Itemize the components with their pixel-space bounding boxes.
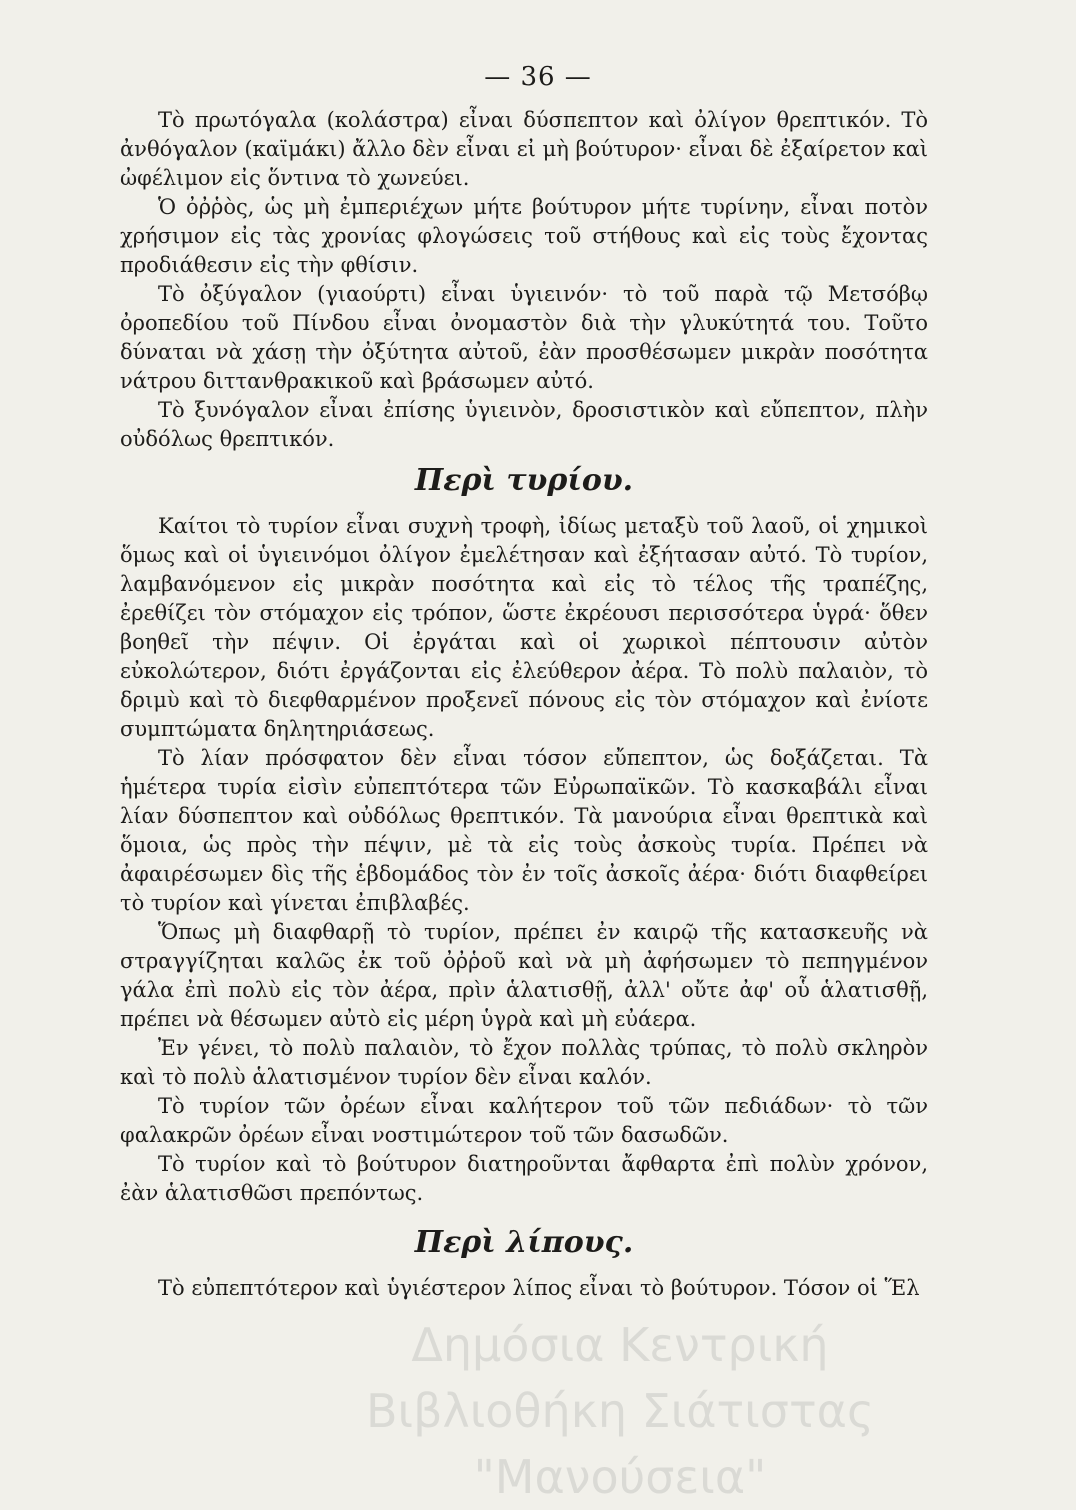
paragraph: Ὁ ὀῤῥὸς, ὡς μὴ ἐμπεριέχων μήτε βούτυρον μήτε τυρίνην, εἶναι ποτὸν χρήσιμον εἰς τὰς χρονίας φλογώσεις τοῦ στήθους καὶ εἰς τοὺς ἔχοντας προδιάθεσιν εἰς τὴν φθίσιν. bbox=[120, 195, 928, 277]
paragraph: Τὸ εὐπεπτότερον καὶ ὑγιέστερον λίπος εἶναι τὸ βούτυρον. Τόσον οἱ Ἕλ bbox=[158, 1276, 920, 1300]
paragraph: Τὸ ὀξύγαλον (γιαούρτι) εἶναι ὑγιεινόν· τὸ τοῦ παρὰ τῷ Μετσόβῳ ὀροπεδίου τοῦ Πίνδου εἶναι ὀνομαστὸν διὰ τὴν γλυκύτητά του. Τοῦτο δύναται νὰ χάσῃ τὴν ὀξύτητα αὐτοῦ, ἐὰν προσθέσωμεν μικρὰν ποσότητα νάτρου διττανθρακικοῦ καὶ βράσωμεν αὐτό. bbox=[120, 282, 928, 393]
watermark-line: Δημόσια Κεντρική bbox=[411, 1318, 829, 1372]
paragraph: Ἐν γένει, τὸ πολὺ παλαιὸν, τὸ ἔχον πολλὰς τρύπας, τὸ πολὺ σκληρὸν καὶ τὸ πολὺ ἁλατισμένον τυρίον δὲν εἶναι καλόν. bbox=[120, 1036, 928, 1089]
paragraph: Τὸ τυρίον τῶν ὀρέων εἶναι καλήτερον τοῦ τῶν πεδιάδων· τὸ τῶν φαλακρῶν ὀρέων εἶναι νοστιμώτερον τοῦ τῶν δασωδῶν. bbox=[120, 1094, 928, 1147]
library-watermark bbox=[240, 1312, 1000, 1510]
page-number: — 36 — bbox=[484, 62, 592, 92]
watermark-line: Βιβλιοθήκη Σιάτιστας "Μανούσεια" bbox=[366, 1384, 874, 1504]
section-heading-fat: Περὶ λίπους. bbox=[414, 1225, 634, 1260]
paragraph: Τὸ τυρίον καὶ τὸ βούτυρον διατηροῦνται ἄφθαρτα ἐπὶ πολὺν χρόνον, ἐὰν ἁλατισθῶσι πρεπόντως. bbox=[120, 1152, 928, 1205]
body-text bbox=[120, 106, 928, 1303]
paragraph: Καίτοι τὸ τυρίον εἶναι συχνὴ τροφὴ, ἰδίως μεταξὺ τοῦ λαοῦ, οἱ χημικοὶ ὅμως καὶ οἱ ὑγιεινόμοι ὀλίγον ἐμελέτησαν καὶ ἐξήτασαν αὐτό. Τὸ τυρίον, λαμβανόμενον εἰς μικρὰν ποσότητα καὶ εἰς τὸ τέλος τῆς τραπέζης, ἐρεθίζει τὸν στόμαχον εἰς τρόπον, ὥστε ἐκρέουσι περισσότερα ὑγρά· ὅθεν βοηθεῖ τὴν πέψιν. Οἱ ἐργάται καὶ οἱ χωρικοὶ πέπτουσιν αὐτὸν εὐκολώτερον, διότι ἐργάζονται εἰς ἐλεύθερον ἀέρα. Τὸ πολὺ παλαιὸν, τὸ δριμὺ καὶ τὸ διεφθαρμένον προξενεῖ πόνους εἰς τὸν στόμαχον καὶ ἐνίοτε συμπτώματα δηλητηριάσεως. bbox=[120, 514, 928, 741]
paragraph: Ὅπως μὴ διαφθαρῇ τὸ τυρίον, πρέπει ἐν καιρῷ τῆς κατασκευῆς νὰ στραγγίζηται καλῶς ἐκ τοῦ ὀῤῥοῦ καὶ νὰ μὴ ἀφήσωμεν τὸ πεπηγμένον γάλα ἐπὶ πολὺ εἰς τὸν ἀέρα, πρὶν ἁλατισθῇ, ἀλλ' οὔτε ἀφ' οὗ ἁλατισθῇ, πρέπει νὰ θέσωμεν αὐτὸ εἰς μέρη ὑγρὰ καὶ μὴ εὐάερα. bbox=[120, 920, 928, 1031]
paragraph: Τὸ πρωτόγαλα (κολάστρα) εἶναι δύσπεπτον καὶ ὀλίγον θρεπτικόν. Τὸ ἀνθόγαλον (καϊμάκι) ἄλλο δὲν εἶναι εἰ μὴ βούτυρον· εἶναι δὲ ἐξαίρετον καὶ ὠφέλιμον εἰς ὅντινα τὸ χωνεύει. bbox=[120, 108, 928, 190]
section-heading-cheese: Περὶ τυρίου. bbox=[414, 463, 634, 498]
paragraph: Τὸ ξυνόγαλον εἶναι ἐπίσης ὑγιεινὸν, δροσιστικὸν καὶ εὔπεπτον, πλὴν οὐδόλως θρεπτικόν. bbox=[120, 398, 928, 451]
paragraph: Τὸ λίαν πρόσφατον δὲν εἶναι τόσον εὔπεπτον, ὡς δοξάζεται. Τὰ ἡμέτερα τυρία εἰσὶν εὐπεπτότερα τῶν Εὐρωπαϊκῶν. Τὸ κασκαβάλι εἶναι λίαν δύσπεπτον καὶ οὐδόλως θρεπτικόν. Τὰ μανούρια εἶναι θρεπτικὰ καὶ ὅμοια, ὡς πρὸς τὴν πέψιν, μὲ τὰ εἰς τοὺς ἀσκοὺς τυρία. Πρέπει νὰ ἀφαιρέσωμεν δὶς τῆς ἑβδομάδος τὸν ἐν τοῖς ἀσκοῖς ἀέρα· διότι διαφθείρει τὸ τυρίον καὶ γίνεται ἐπιβλαβές. bbox=[120, 746, 928, 915]
